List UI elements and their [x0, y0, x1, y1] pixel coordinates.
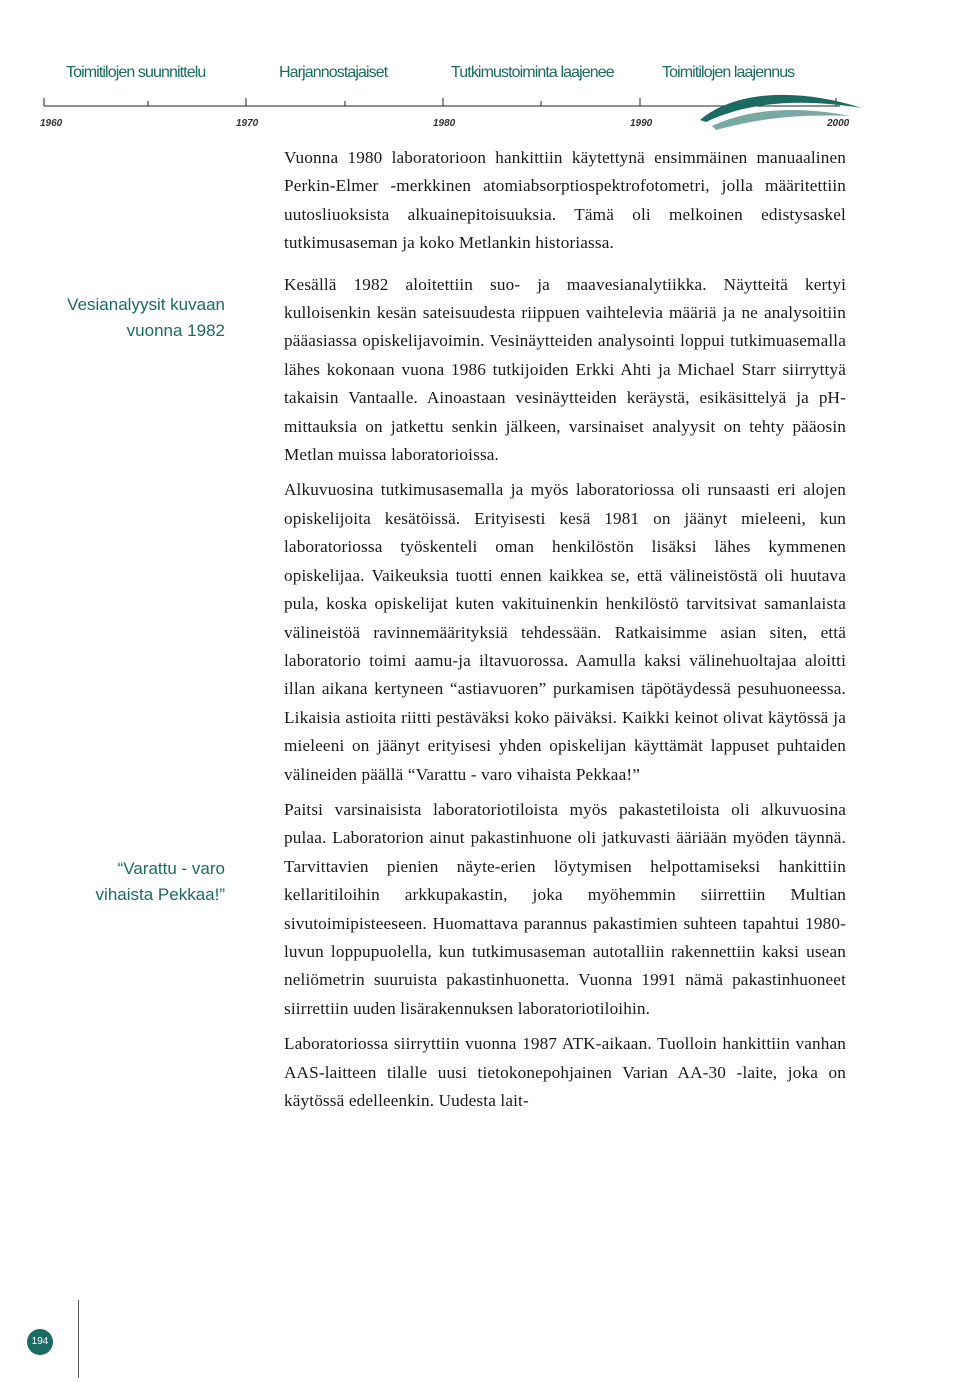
- nav-item-toimitilojen-laajennus: Toimitilojen laajennus: [662, 64, 795, 81]
- paragraph: Paitsi varsinaisista laboratoriotiloista myös pakastetiloista oli alkuvuosina pulaa. Laboratorion ainut pakastinhuone oli jatkuvasti ääriään myöden täynnä. Tarvittavien pienien näyte-erien löytymisen helpottamiseksi hankittiin kellaritiloihin arkkupakastin, joka myöhemmin siirrettiin Multian sivutoimipisteeseen. Huomattava parannus pakastimien suhteen tapahtui 1980-luvun loppupuolella, kun tutkimusaseman autotalliin rakennettiin kaksi usean neliömetrin suuruista pakastinhuonetta. Vuonna 1991 nämä pakastinhuoneet siirrettiin uuden lisärakennuksen laboratoriotiloihin.: [284, 799, 846, 1018]
- side-note-quote: [96, 856, 225, 908]
- paragraph: Alkuvuosina tutkimusasemalla ja myös laboratoriossa oli runsaasti eri alojen opiskelijoita kesätöissä. Erityisesti kesä 1981 on jäänyt mieleeni, kun laboratoriossa työskenteli oman henkilöstön lisäksi lähes kymmenen opiskelijaa. Vaikeuksia tuotti ennen kaikkea se, että välineistöstä oli huutava pula, koska opiskelijat kuten vakituinenkin henkilöstö tarvitsivat samanlaista välineistöä ravinnemäärityksiä tehdessään. Ratkaisimme asian siten, että laboratorio toimi aamu-ja iltavuorossa. Aamulla kaksi välinehuoltajaa aloitti illan aikana kertyneen “astiavuoren” purkamisen täpötäydessä pesuhuoneessa. Likaisia astioita riitti pestäväksi koko päiväksi. Kaikki keinot olivat käytössä ja mieleeni on jäänyt erityisesi yhden opiskelijan käyttämät lappuset puhtaiden välineiden päällä “Varattu - varo vihaista Pekkaa!”: [284, 480, 846, 784]
- timeline-year-label: 1990: [630, 118, 653, 129]
- side-note-line: vuonna 1982: [126, 321, 225, 340]
- side-note-water-analysis: [67, 292, 225, 344]
- nav-item-tutkimustoiminta-laajenee: Tutkimustoiminta laajenee: [451, 64, 614, 81]
- timeline-year-label: 1970: [236, 118, 259, 129]
- paragraph: Vuonna 1980 laboratorioon hankittiin käytettynä ensimmäinen manuaalinen Perkin-Elmer -merkkinen atomiabsorptiospektrofotometri, jolla määritettiin uutosliuoksista alkuainepitoisuuksia. Tämä oli melkoinen edistysaskel tutkimusaseman ja koko Metlankin historiassa.: [284, 148, 846, 253]
- timeline-axis: [0, 88, 960, 138]
- side-note-line: Vesianalyysit kuvaan: [67, 295, 225, 314]
- paragraph: Kesällä 1982 aloitettiin suo- ja maavesianalytiikka. Näytteitä kertyi kulloisenkin kesän sateisuudesta riippuen vaihtelevia määriä ja ne analysoitiin pääasiassa opiskelijavoimin. Vesinäytteiden analysointi loppui tutkimuasemalla lähes kokonaan vuona 1986 tutkijoiden Erkki Ahti ja Michael Starr siirryttyä takaisin Vantaalle. Ainoastaan vesinäytteiden keräystä, esikäsittelyä ja pH-mittauksia on jatkettu senkin jälkeen, varsinaiset analyysit on tehty pääosin Metlan muissa laboratorioissa.: [284, 274, 846, 465]
- nav-item-harjannostajaiset: Harjannostajaiset: [279, 64, 388, 81]
- timeline-section-nav: [0, 64, 960, 88]
- footer-divider: [78, 1300, 79, 1378]
- side-note-line: “Varattu - varo: [117, 859, 225, 878]
- side-note-line: vihaista Pekkaa!”: [95, 885, 225, 904]
- timeline-year-label: 1960: [40, 118, 63, 129]
- timeline-year-label: 2000: [827, 118, 850, 129]
- page-number-badge: 194: [27, 1329, 53, 1355]
- body-text: [284, 144, 846, 1122]
- timeline-year-label: 1980: [433, 118, 456, 129]
- nav-item-toimitilojen-suunnittelu: Toimitilojen suunnittelu: [66, 64, 206, 81]
- paragraph: Laboratoriossa siirryttiin vuonna 1987 ATK-aikaan. Tuolloin hankittiin vanhan AAS-laitteen tilalle uusi tietokonepohjainen Varian AA-30 -laite, joka on käytössä edelleenkin. Uudesta lait-: [284, 1034, 846, 1110]
